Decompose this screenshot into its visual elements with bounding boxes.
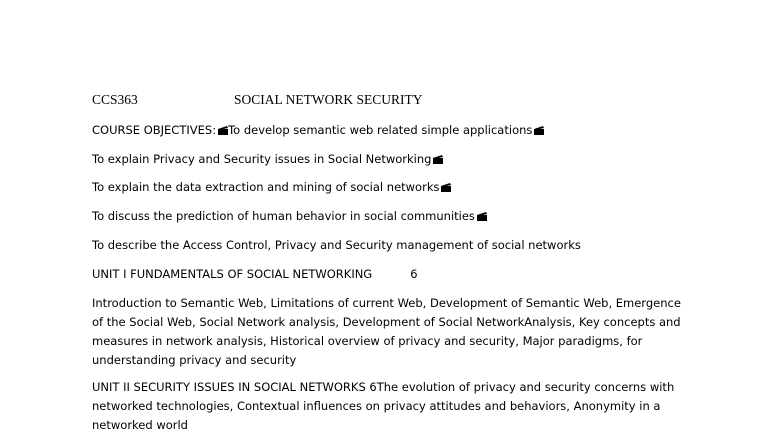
unit1-line-3: measures in network analysis, Historical overview of privacy and security, Major paradigms, for: [92, 334, 643, 348]
unit2-body: [92, 378, 692, 435]
objectives-heading: COURSE OBJECTIVES:: [92, 123, 217, 137]
objective-line-5: [92, 236, 692, 255]
clapperboard-icon: [534, 126, 544, 135]
unit1-heading: UNIT I FUNDAMENTALS OF SOCIAL NETWORKING: [92, 267, 373, 281]
unit1-line-1: Introduction to Semantic Web, Limitations of current Web, Development of Semantic Web, Emergence: [92, 296, 681, 310]
unit1-body: [92, 294, 692, 370]
objective-2: To explain Privacy and Security issues in Social Networking: [92, 152, 432, 166]
objective-4: To discuss the prediction of human behavior in social communities: [92, 209, 475, 223]
objective-5: To describe the Access Control, Privacy and Security management of social networks: [92, 238, 581, 252]
objective-line-2: [92, 150, 692, 169]
objectives-line-1: [92, 121, 692, 140]
clapperboard-icon: [433, 155, 443, 164]
objective-1: To develop semantic web related simple applications: [228, 123, 533, 137]
objective-3: To explain the data extraction and mining of social networks: [92, 180, 440, 194]
unit2-line-2: networked technologies, Contextual influences on privacy attitudes and behaviors, Anonymity in a: [92, 399, 661, 413]
unit1-line-4: understanding privacy and security: [92, 353, 297, 367]
course-header: [92, 92, 423, 108]
course-title: SOCIAL NETWORK SECURITY: [234, 92, 423, 107]
objective-line-4: [92, 207, 692, 226]
unit1-heading-line: [92, 265, 692, 284]
clapperboard-icon: [218, 126, 228, 135]
unit1-line-2: of the Social Web, Social Network analysis, Development of Social NetworkAnalysis, Key concepts and: [92, 315, 681, 329]
objective-line-3: [92, 178, 692, 197]
unit2-line-3: networked world: [92, 418, 188, 432]
clapperboard-icon: [477, 212, 487, 221]
clapperboard-icon: [441, 183, 451, 192]
course-code: CCS363: [92, 92, 138, 107]
unit2-line-1: UNIT II SECURITY ISSUES IN SOCIAL NETWORKS 6The evolution of privacy and security concerns with: [92, 380, 675, 394]
unit1-hours: 6: [410, 267, 418, 281]
